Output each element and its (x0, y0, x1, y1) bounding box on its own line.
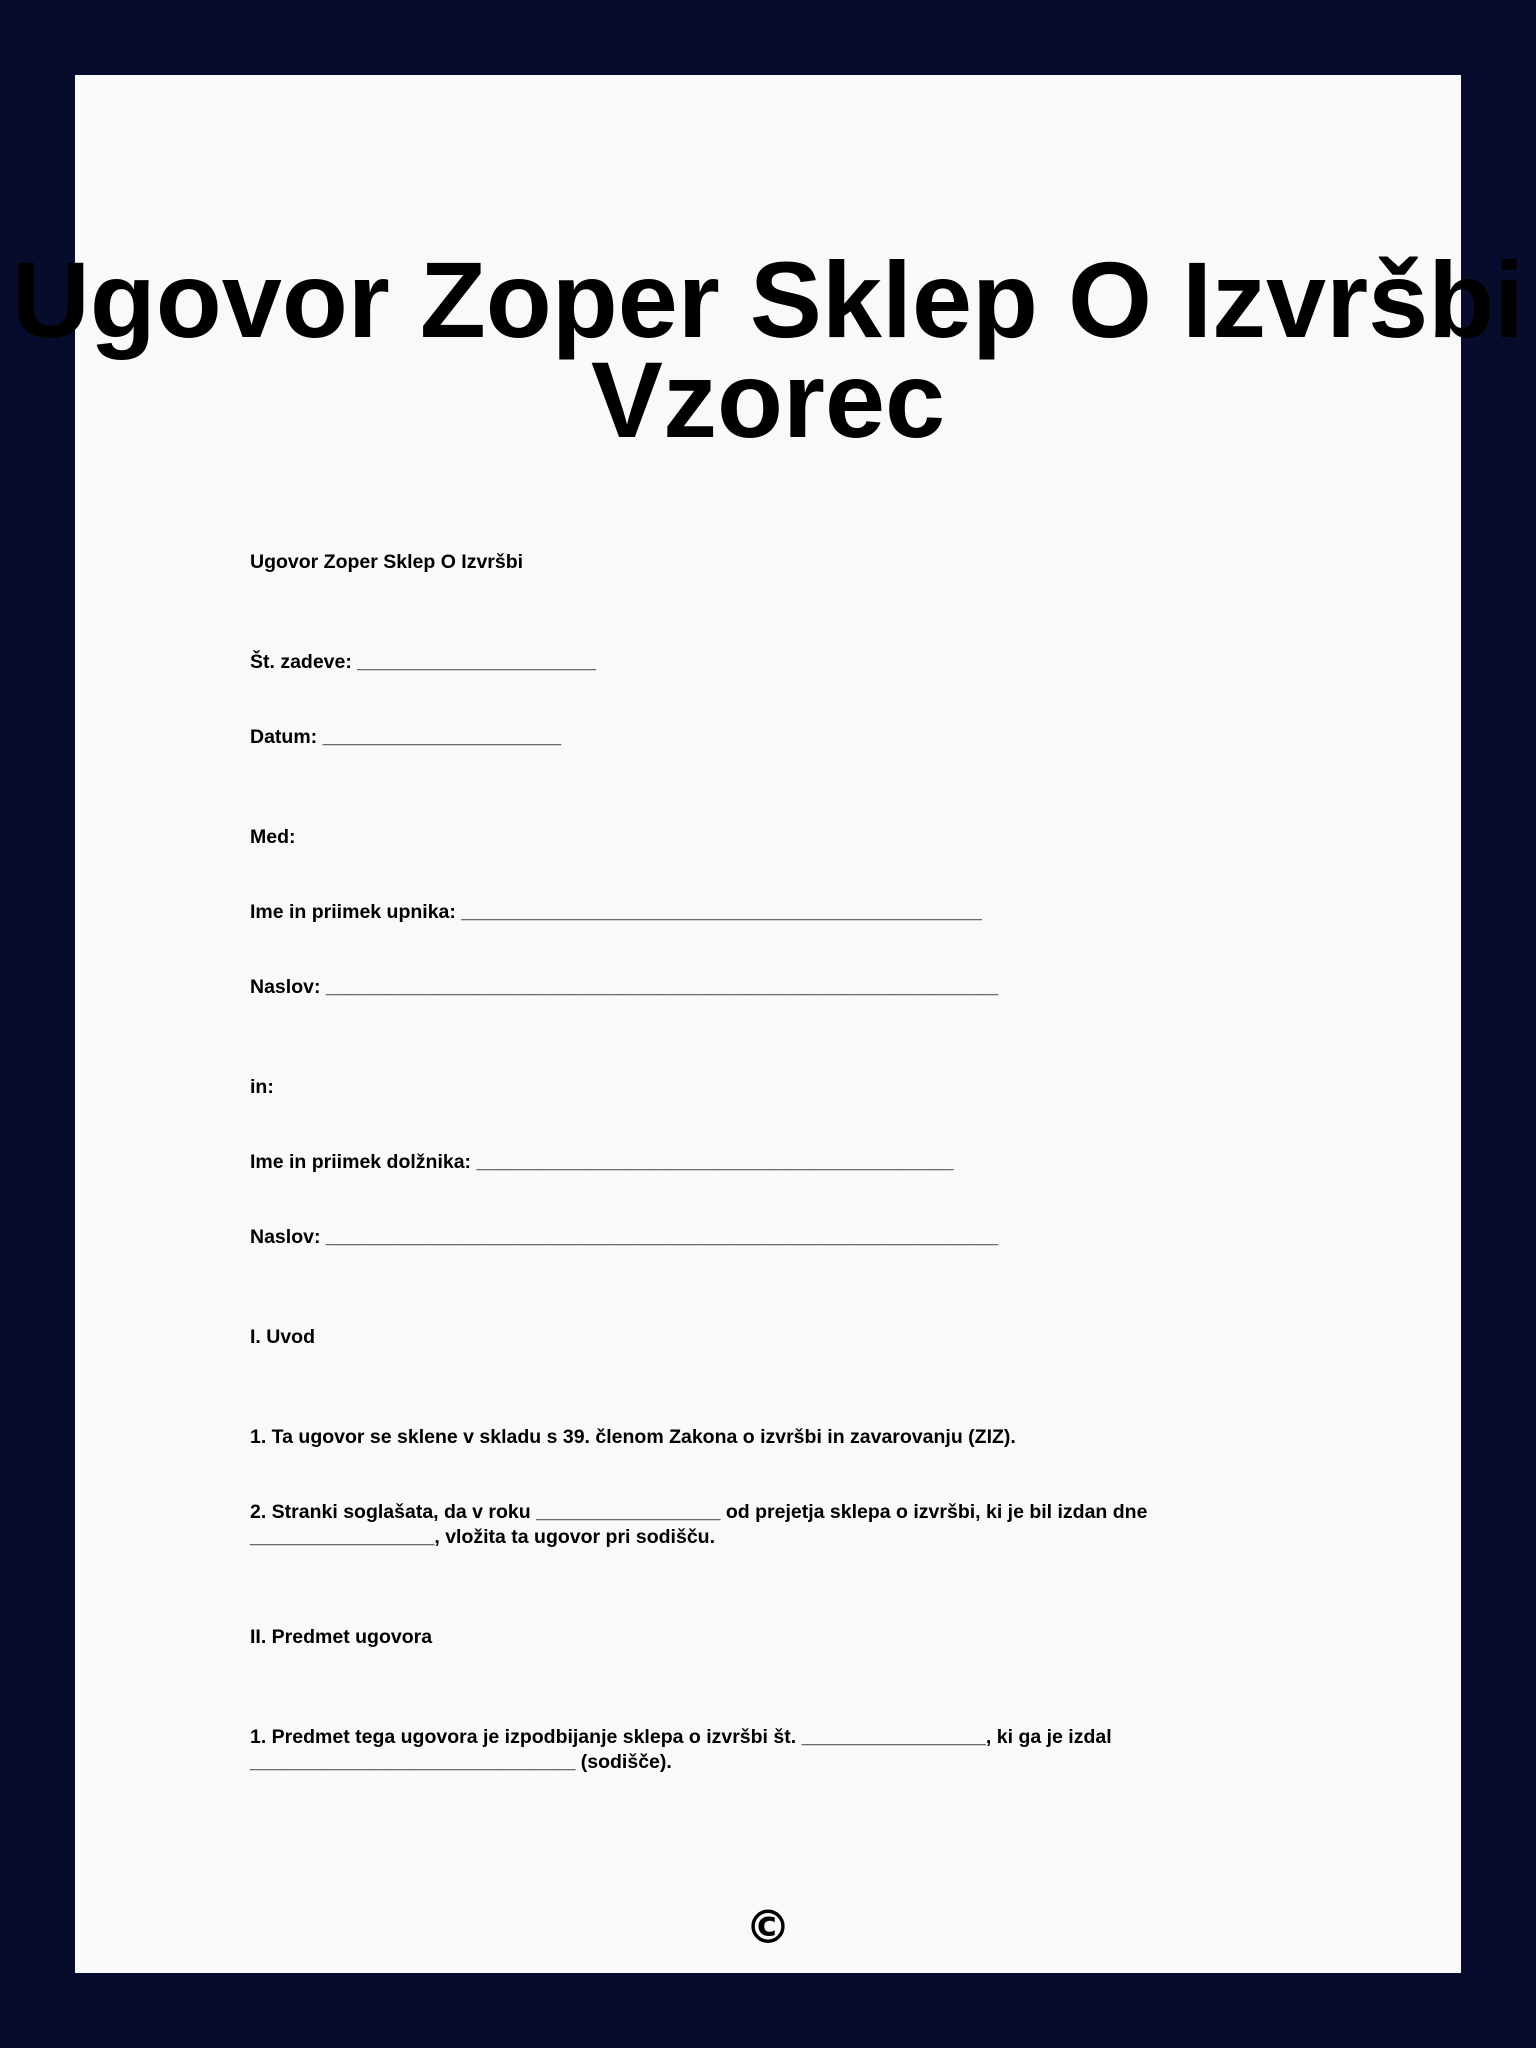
document-title-line-2: Vzorec (590, 339, 946, 460)
section-2-paragraph-1-line-2: ______________________________ (sodišče). (250, 1751, 672, 1773)
document-heading: Ugovor Zoper Sklep O Izvršbi (250, 551, 524, 573)
and-label: in: (250, 1076, 274, 1098)
case-number-field: Št. zadeve: ______________________ (250, 651, 596, 673)
creditor-address-field: Naslov: ______________________________________________________________ (250, 976, 999, 998)
section-2-paragraph-1-line-1: 1. Predmet tega ugovora je izpodbijanje sklepa o izvršbi št. _________________, ki ga je izdal (250, 1726, 1112, 1748)
document-title-line-1: Ugovor Zoper Sklep O Izvršbi (11, 239, 1525, 360)
section-1-paragraph-2-line-1: 2. Stranki soglašata, da v roku _________________ od prejetja sklepa o izvršbi, ki je bil izdan dne (250, 1501, 1148, 1523)
document-title (0, 239, 1536, 460)
date-field: Datum: ______________________ (250, 726, 562, 748)
section-2-title: II. Predmet ugovora (250, 1626, 433, 1648)
section-1-paragraph-1: 1. Ta ugovor se sklene v skladu s 39. členom Zakona o izvršbi in zavarovanju (ZIZ). (250, 1426, 1016, 1448)
creditor-name-field: Ime in priimek upnika: ________________________________________________ (250, 901, 982, 923)
debtor-address-field: Naslov: ______________________________________________________________ (250, 1226, 999, 1248)
between-label: Med: (250, 826, 296, 848)
section-1-paragraph-2-line-2: _________________, vložita ta ugovor pri sodišču. (250, 1526, 715, 1548)
section-1-title: I. Uvod (250, 1326, 316, 1348)
debtor-name-field: Ime in priimek dolžnika: ____________________________________________ (250, 1151, 954, 1173)
copyright-icon: © (745, 1900, 791, 1954)
